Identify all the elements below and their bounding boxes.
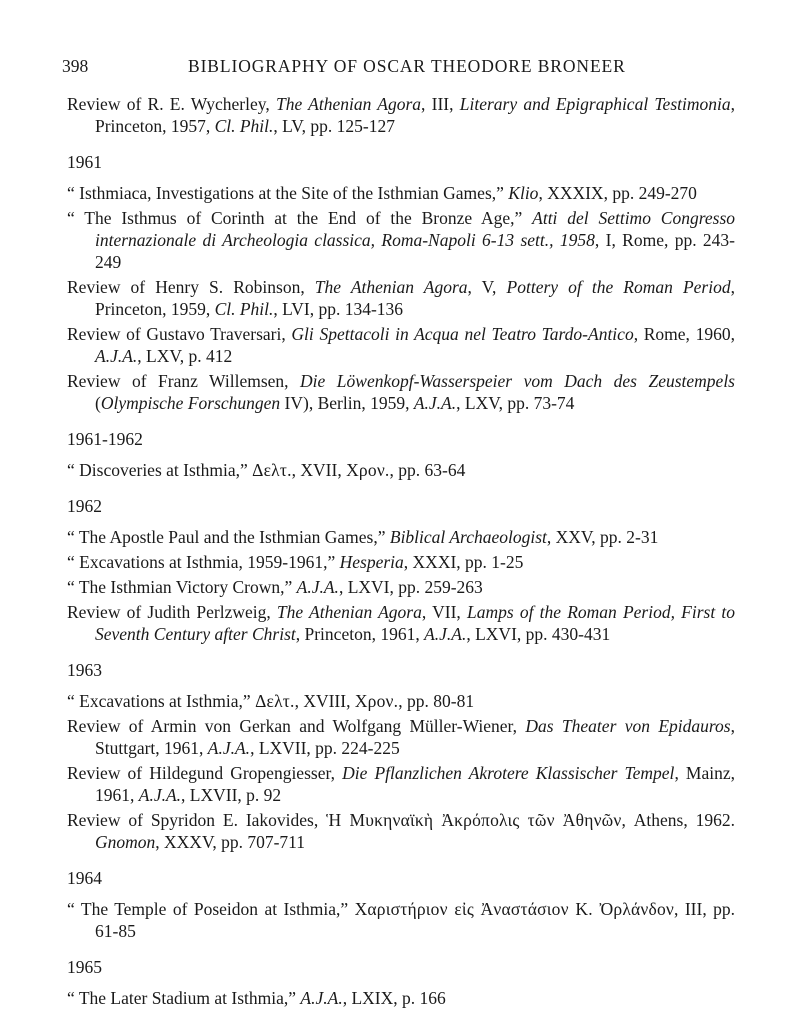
- bibliography-entry: [67, 715, 735, 759]
- greek-text: Δελτ.: [255, 691, 295, 711]
- bibliography-entry: [67, 690, 735, 712]
- italic-title: Cl. Phil.: [214, 116, 274, 136]
- running-title: BIBLIOGRAPHY OF OSCAR THEODORE BRONEER: [188, 56, 626, 76]
- entry-text: Review of Franz Willemsen,: [67, 371, 301, 391]
- italic-title: A.J.A.: [95, 346, 138, 366]
- italic-title: A.J.A.: [424, 624, 467, 644]
- year-heading: 1965: [67, 957, 102, 977]
- italic-title: Pottery of the Roman Period: [506, 277, 731, 297]
- italic-title: A.J.A.: [296, 577, 339, 597]
- italic-title: A.J.A.: [207, 738, 251, 758]
- bibliography-body: [67, 93, 735, 1012]
- italic-title: The Athenian Agora: [276, 602, 422, 622]
- entry-text: Review of R. E. Wycherley,: [67, 94, 276, 114]
- entry-text: “ The Apostle Paul and the Isthmian Games,”: [67, 527, 390, 547]
- greek-text: Δελτ.: [252, 460, 292, 480]
- entry-text: , Princeton, 1959,: [95, 277, 735, 319]
- entry-text: Review of Hildegund Gropengiesser,: [67, 763, 343, 783]
- italic-title: Literary and Epigraphical Testimonia: [459, 94, 731, 114]
- page-number: 398: [62, 56, 89, 76]
- italic-title: The Athenian Agora: [314, 277, 468, 297]
- entry-text: , LXVII, pp. 224-225: [250, 738, 400, 758]
- entry-text: “ The Temple of Poseidon at Isthmia,”: [67, 899, 355, 919]
- italic-title: Biblical Archaeologist: [389, 527, 547, 547]
- entry-text: IV), Berlin, 1959,: [280, 393, 414, 413]
- bibliography-entry: [67, 323, 735, 367]
- entry-text: , XXV, pp. 2-31: [546, 527, 659, 547]
- italic-title: Das Theater von Epidauros: [525, 716, 731, 736]
- bibliography-entry: [67, 207, 735, 273]
- entry-text: , LXVI, pp. 259-263: [338, 577, 483, 597]
- bibliography-entry: [67, 182, 735, 204]
- entry-text: , XVIII,: [294, 691, 355, 711]
- entry-text: , V,: [467, 277, 507, 297]
- entry-text: , LXIX, p. 166: [342, 988, 446, 1008]
- greek-text: Χρον.: [354, 691, 399, 711]
- running-header: [62, 56, 738, 80]
- entry-text: , I, Rome, pp. 243-249: [95, 230, 735, 272]
- entry-text: , III,: [421, 94, 460, 114]
- bibliography-entry: [67, 526, 735, 548]
- entry-text: , LXV, pp. 73-74: [456, 393, 575, 413]
- entry-text: Review of Armin von Gerkan and Wolfgang Müller-Wiener,: [67, 716, 526, 736]
- entry-text: Review of Henry S. Robinson,: [67, 277, 315, 297]
- entry-text: , XXXIX, pp. 249-270: [538, 183, 697, 203]
- entry-text: “ Isthmiaca, Investigations at the Site of the Isthmian Games,”: [67, 183, 509, 203]
- entry-text: Review of Spyridon E. Iakovides,: [67, 810, 327, 830]
- entry-text: , Stuttgart, 1961,: [95, 716, 735, 758]
- italic-title: Gli Spettacoli in Acqua nel Teatro Tardo-Antico: [291, 324, 634, 344]
- year-heading: 1963: [67, 660, 102, 680]
- year-heading: 1961-1962: [67, 429, 143, 449]
- entry-text: “ Excavations at Isthmia, 1959-1961,”: [67, 552, 340, 572]
- greek-text: Χρον.: [346, 460, 390, 480]
- bibliography-entry: [67, 898, 735, 942]
- year-heading: 1962: [67, 496, 102, 516]
- entry-text: Review of Gustavo Traversari,: [67, 324, 292, 344]
- italic-title: A.J.A.: [138, 785, 182, 805]
- entry-text: , Rome, 1960,: [633, 324, 735, 344]
- italic-title: Hesperia: [339, 552, 404, 572]
- italic-title: Die Löwenkopf-Wasserspeier vom Dach des Zeustempels: [300, 371, 735, 391]
- greek-text: Χαριστήριον εἰς Ἀναστάσιον Κ. Ὀρλάνδον: [354, 899, 675, 919]
- italic-title: Gnomon: [95, 832, 156, 852]
- bibliography-entry: [67, 276, 735, 320]
- entry-text: , pp. 63-64: [389, 460, 466, 480]
- entry-text: “ Discoveries at Isthmia,”: [67, 460, 253, 480]
- entry-text: , III, pp. 61-85: [95, 899, 736, 941]
- entry-text: “ The Later Stadium at Isthmia,”: [67, 988, 301, 1008]
- italic-title: Cl. Phil.: [214, 299, 274, 319]
- bibliography-entry: [67, 809, 735, 853]
- entry-text: “ The Isthmian Victory Crown,”: [67, 577, 297, 597]
- entry-text: , LV, pp. 125-127: [273, 116, 395, 136]
- italic-title: Lamps of the Roman Period, First to Seventh Century after Christ: [95, 602, 735, 644]
- entry-text: , LXV, p. 412: [137, 346, 233, 366]
- italic-title: Die Pflanzlichen Akrotere Klassischer Tempel: [342, 763, 675, 783]
- bibliography-entry: [67, 987, 735, 1009]
- entry-text: , VII,: [421, 602, 467, 622]
- entry-text: , LVI, pp. 134-136: [273, 299, 404, 319]
- entry-text: Review of Judith Perlzweig,: [67, 602, 277, 622]
- entry-text: , XXXV, pp. 707-711: [155, 832, 306, 852]
- year-heading: 1964: [67, 868, 102, 888]
- entry-text: , LXVII, p. 92: [181, 785, 282, 805]
- italic-title: A.J.A.: [413, 393, 457, 413]
- bibliography-entry: [67, 762, 735, 806]
- entry-text: (: [95, 393, 101, 413]
- entry-text: , XXXI, pp. 1-25: [403, 552, 524, 572]
- entry-text: , Athens, 1962.: [621, 810, 735, 830]
- entry-text: “ The Isthmus of Corinth at the End of the Bronze Age,”: [67, 208, 533, 228]
- entry-text: , Princeton, 1957,: [95, 94, 735, 136]
- italic-title: Olympische Forschungen: [100, 393, 281, 413]
- italic-title: Klio: [508, 183, 539, 203]
- italic-title: A.J.A.: [300, 988, 343, 1008]
- entry-text: “ Excavations at Isthmia,”: [67, 691, 256, 711]
- italic-title: Atti del Settimo Congresso internazionale di Archeologia classica, Roma-Napoli 6-13 sett., 1958: [95, 208, 736, 250]
- year-heading: 1961: [67, 152, 102, 172]
- entry-text: , XVII,: [291, 460, 347, 480]
- entry-text: , Mainz, 1961,: [95, 763, 735, 805]
- entry-text: , Princeton, 1961,: [295, 624, 425, 644]
- bibliography-entry: [67, 93, 735, 137]
- italic-title: The Athenian Agora: [275, 94, 422, 114]
- entry-text: , pp. 80-81: [398, 691, 475, 711]
- bibliography-entry: [67, 459, 735, 481]
- greek-text: Ἡ Μυκηναϊκὴ Ἀκρόπολις τῶν Ἀθηνῶν: [326, 810, 622, 830]
- bibliography-entry: [67, 551, 735, 573]
- bibliography-entry: [67, 601, 735, 645]
- bibliography-entry: [67, 370, 735, 414]
- entry-text: , LXVI, pp. 430-431: [466, 624, 611, 644]
- bibliography-entry: [67, 576, 735, 598]
